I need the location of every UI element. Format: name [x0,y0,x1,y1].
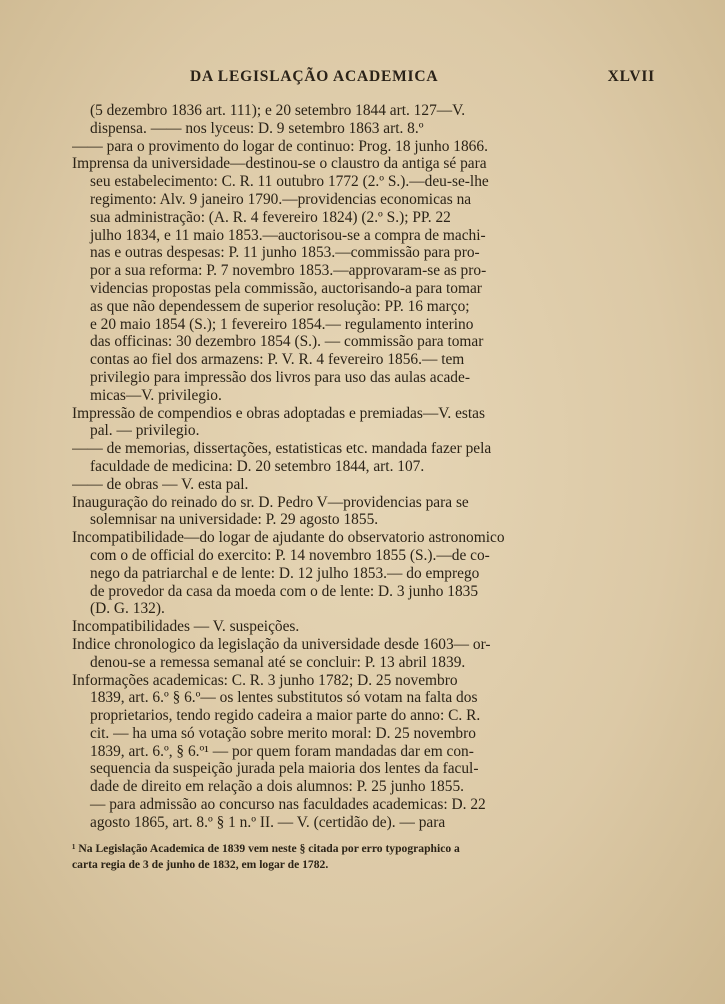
text-line: dispensa. —— nos lyceus: D. 9 setembro 1863 art. 8.º [90,119,424,137]
text-line: dade de direito em relação a dois alumnos: P. 25 junho 1855. [90,778,464,796]
text-line: por a sua reforma: P. 7 novembro 1853.—approvaram-se as pro- [90,262,487,280]
text-line: regimento: Alv. 9 janeiro 1790.—providencias economicas na [90,190,472,208]
text-line: privilegio para impressão dos livros para uso das aulas acade- [90,368,470,386]
text-line: seu estabelecimento: C. R. 11 outubro 1772 (2.º S.).—deu-se-lhe [90,173,489,191]
text-line: (5 dezembro 1836 art. 111); e 20 setembro 1844 art. 127—V. [90,102,466,119]
text-line: Impressão de compendios e obras adoptadas e premiadas—V. estas [72,404,486,422]
text-line: Imprensa da universidade—destinou-se o claustro da antiga sé para [72,155,487,173]
text-line: Inauguração do reinado do sr. D. Pedro V—providencias para se [72,493,469,511]
text-line: nego da patriarchal e de lente: D. 12 julho 1853.— do emprego [90,564,480,582]
text-line: das officinas: 30 dezembro 1854 (S.). — commissão para tomar [90,333,484,351]
text-line: videncias propostas pela commissão, auctorisando-a para tomar [90,279,482,297]
text-line: as que não dependessem de superior resolução: PP. 16 março; [90,297,470,315]
text-line: (D. G. 132). [90,600,165,618]
text-line: com o de official do exercito: P. 14 novembro 1855 (S.).—de co- [90,546,490,564]
text-line: — para admissão ao concurso nas faculdades academicas: D. 22 [90,796,486,814]
text-line: 1839, art. 6.º, § 6.º¹ — por quem foram mandadas dar em con- [90,742,474,760]
text-line: e 20 maio 1854 (S.); 1 fevereiro 1854.— regulamento interino [90,315,474,333]
page-body-text [72,102,558,832]
text-line: pal. — privilegio. [90,422,200,440]
text-line: —— para o provimento do logar de continuo: Prog. 18 junho 1866. [72,137,488,155]
text-line: faculdade de medicina: D. 20 setembro 1844, art. 107. [90,457,425,475]
text-line: denou-se a remessa semanal até se concluir: P. 13 abril 1839. [90,653,466,671]
running-title: DA LEGISLAÇÃO ACADEMICA [190,68,439,85]
text-line: sua administração: (A. R. 4 fevereiro 1824) (2.º S.); PP. 22 [90,208,451,226]
text-line: Incompatibilidade—do logar de ajudante do observatorio astronomico [72,529,505,547]
footnote-line: ¹ Na Legislação Academica de 1839 vem neste § citada por erro typographico a [72,842,460,855]
text-line: nas e outras despesas: P. 11 junho 1853.—commissão para pro- [90,244,480,262]
text-line: agosto 1865, art. 8.º § 1 n.º II. — V. (certidão de). — para [90,813,446,831]
text-line: sequencia da suspeição jurada pela maioria dos lentes da facul- [90,760,479,778]
footnote [72,841,558,873]
text-line: —— de memorias, dissertações, estatisticas etc. mandada fazer pela [72,440,492,458]
text-line: proprietarios, tendo regido cadeira a maior parte do anno: C. R. [90,707,481,725]
running-header [90,68,655,92]
text-line: cit. — ha uma só votação sobre merito moral: D. 25 novembro [90,724,476,742]
text-line: de provedor da casa da moeda com o de lente: D. 3 junho 1835 [90,582,479,600]
text-line: solemnisar na universidade: P. 29 agosto 1855. [90,511,379,529]
text-line: contas ao fiel dos armazens: P. V. R. 4 fevereiro 1856.— tem [90,351,465,369]
text-line: —— de obras — V. esta pal. [72,475,249,493]
text-line: Incompatibilidades — V. suspeições. [72,618,300,636]
footnote-line: carta regia de 3 de junho de 1832, em logar de 1782. [72,858,329,871]
text-line: micas—V. privilegio. [90,386,222,404]
page-number: XLVII [607,68,655,85]
text-line: Informações academicas: C. R. 3 junho 1782; D. 25 novembro [72,671,458,689]
text-line: 1839, art. 6.º § 6.º— os lentes substitutos só votam na falta dos [90,689,478,707]
text-line: julho 1834, e 11 maio 1853.—auctorisou-se a compra de machi- [90,226,486,244]
text-line: Indice chronologico da legislação da universidade desde 1603— or- [72,635,491,653]
